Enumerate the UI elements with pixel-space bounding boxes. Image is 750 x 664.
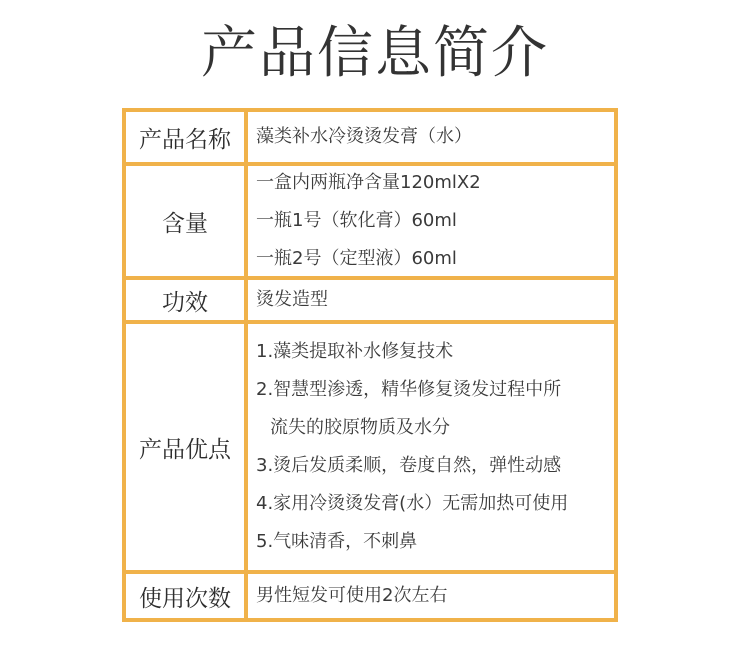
- row-product-name: [126, 112, 614, 162]
- product-info-table: [122, 108, 618, 622]
- value-line: 烫发造型: [256, 289, 328, 310]
- row-label: 使用次数: [126, 574, 248, 618]
- value-line: 一瓶2号（定型液）60ml: [256, 248, 457, 269]
- page-title: 产品信息简介: [201, 21, 549, 86]
- value-line: 一瓶1号（软化膏）60ml: [256, 210, 457, 231]
- row-value: [256, 280, 606, 320]
- value-line: 5.气味清香，不刺鼻: [256, 531, 418, 552]
- value-line: 一盒内两瓶净含量120mlX2: [256, 172, 481, 193]
- row-value: [256, 166, 606, 276]
- value-line: 藻类补水冷烫烫发膏（水）: [256, 126, 472, 147]
- row-label: 功效: [126, 280, 248, 320]
- row-value: [256, 574, 606, 618]
- row-value: [256, 324, 606, 570]
- value-line: 4.家用冷烫烫发膏(水）无需加热可使用: [256, 493, 569, 514]
- row-label: 产品名称: [126, 112, 248, 162]
- row-label: 含量: [126, 166, 248, 276]
- value-line: 2.智慧型渗透，精华修复烫发过程中所: [256, 379, 562, 400]
- value-line: 男性短发可使用2次左右: [256, 585, 448, 606]
- row-advantages: [126, 320, 614, 570]
- value-line: 流失的胶原物质及水分: [270, 417, 450, 438]
- row-usage-times: [126, 570, 614, 618]
- value-line: 1.藻类提取补水修复技术: [256, 341, 454, 362]
- value-line: 3.烫后发质柔顺，卷度自然，弹性动感: [256, 455, 562, 476]
- row-effect: [126, 276, 614, 320]
- row-value: [256, 112, 606, 162]
- row-label: 产品优点: [126, 324, 248, 570]
- row-content: [126, 162, 614, 276]
